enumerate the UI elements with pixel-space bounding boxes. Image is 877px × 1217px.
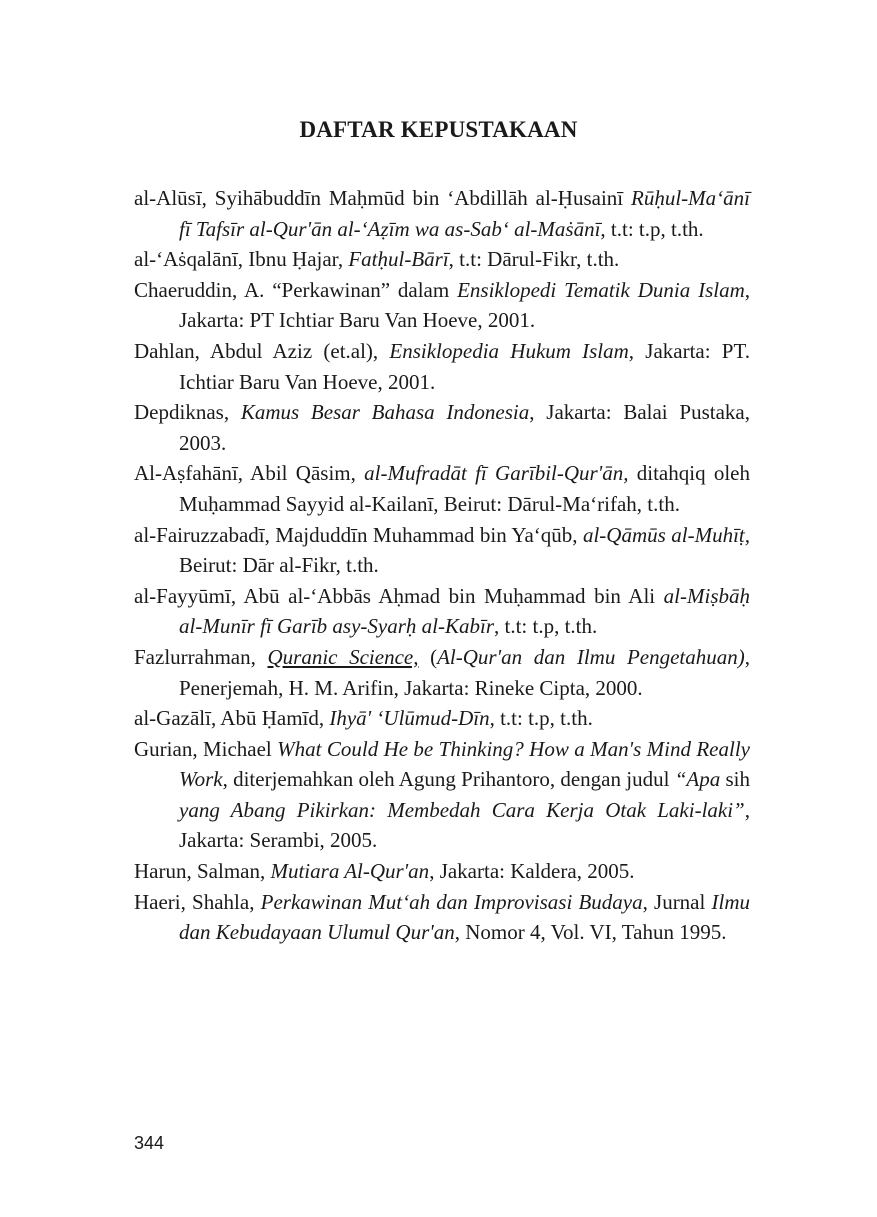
page-title: DAFTAR KEPUSTAKAAN bbox=[299, 117, 578, 142]
reference-text: , t.t: t.p, t.th. bbox=[494, 614, 598, 639]
reference-text: Al-Aṣfahānī, Abil Qāsim, bbox=[134, 461, 365, 486]
reference-entry bbox=[134, 458, 750, 519]
reference-text: al-Gazālī, Abū Ḥamīd, bbox=[134, 706, 330, 731]
reference-entry bbox=[134, 887, 750, 948]
reference-text: Beirut: Dār al-Fikr, t.th. bbox=[179, 553, 379, 578]
reference-title: yang Abang Pikirkan: Membedah Cara Kerja Otak Laki-laki” bbox=[179, 797, 745, 822]
reference-text: sih bbox=[720, 767, 750, 792]
reference-text: Gurian, Michael bbox=[134, 736, 278, 761]
reference-entry bbox=[134, 183, 750, 244]
reference-text: , Jakarta: PT Ichtiar Baru Van Hoeve, 2001. bbox=[179, 277, 750, 333]
reference-text: Depdiknas, bbox=[134, 400, 241, 425]
reference-entry bbox=[134, 581, 750, 642]
reference-entry bbox=[134, 642, 750, 703]
reference-entry bbox=[134, 703, 750, 734]
reference-text: , Jakarta: Serambi, 2005. bbox=[179, 797, 750, 853]
reference-text: Fazlurrahman, bbox=[134, 644, 268, 669]
reference-title: Quranic Science, bbox=[267, 644, 419, 669]
reference-title: al-Qāmūs al-Muhīṭ, bbox=[582, 522, 750, 547]
reference-title: al-Miṣbāḥ al-Munīr fī Garīb asy-Syarḥ al-Kabīr bbox=[179, 583, 750, 639]
reference-text: Jakarta: PT. Ichtiar Baru Van Hoeve, 2001. bbox=[179, 338, 750, 394]
reference-title: Al-Qur'an dan Ilmu Pengetahuan) bbox=[437, 644, 745, 669]
reference-text: , Jakarta: Balai Pustaka, 2003. bbox=[179, 400, 750, 455]
page-number: 344 bbox=[134, 1133, 165, 1153]
reference-title: “Apa bbox=[674, 767, 721, 792]
reference-text: , Penerjemah, H. M. Arifin, Jakarta: Rineke Cipta, 2000. bbox=[179, 644, 750, 700]
reference-text: ditahqiq oleh Muḥammad Sayyid al-Kailanī, Beirut: Dārul-Ma‘rifah, t.th. bbox=[179, 461, 751, 516]
reference-entry bbox=[134, 856, 750, 887]
reference-text: Harun, Salman, bbox=[134, 859, 271, 884]
reference-text: , Jurnal bbox=[642, 889, 712, 914]
reference-text: , t.t: t.p, t.th. bbox=[600, 216, 704, 241]
reference-list bbox=[134, 183, 750, 948]
reference-title: Perkawinan Mut‘ah dan Improvisasi Budaya bbox=[260, 889, 643, 914]
reference-entry bbox=[134, 397, 750, 458]
reference-text: , Jakarta: Kaldera, 2005. bbox=[429, 859, 635, 884]
reference-text: al-Fayyūmī, Abū al-‘Abbās Aḥmad bin Muḥammad bin Ali bbox=[134, 583, 664, 608]
reference-title: al-Mufradāt fī Garībil-Qur'ān, bbox=[364, 461, 629, 486]
reference-title: Ihyā' ‘Ulūmud-Dīn bbox=[329, 706, 490, 731]
reference-text: , t.t: t.p, t.th. bbox=[489, 706, 593, 731]
reference-title: What Could He be Thinking? How a Man's Mind Really Work bbox=[179, 736, 750, 792]
reference-title: Ensiklopedi Tematik Dunia Islam bbox=[457, 277, 745, 302]
reference-entry bbox=[134, 734, 750, 856]
reference-title: Rūḥul-Ma‘ānī fī Tafsīr al-Qur'ān al-‘Aẓīm wa as-Sab‘ al-Maṡānī bbox=[179, 186, 750, 241]
reference-entry bbox=[134, 244, 750, 275]
reference-text: al-Fairuzzabadī, Majduddīn Muhammad bin Ya‘qūb, bbox=[134, 522, 583, 547]
reference-text: al-‘Aṡqalānī, Ibnu Ḥajar, bbox=[134, 247, 349, 272]
reference-title: Kamus Besar Bahasa Indonesia bbox=[240, 400, 530, 425]
reference-title: Mutiara Al-Qur'an bbox=[270, 859, 430, 884]
reference-entry bbox=[134, 275, 750, 336]
reference-text: Haeri, Shahla, bbox=[134, 889, 261, 914]
reference-title: Fatḥul-Bārī bbox=[348, 247, 449, 272]
reference-title: Ensiklopedia Hukum Islam, bbox=[389, 338, 635, 363]
reference-entry bbox=[134, 520, 750, 581]
reference-text: ( bbox=[418, 644, 438, 669]
reference-text: , t.t: Dārul-Fikr, t.th. bbox=[448, 247, 620, 272]
reference-text: Dahlan, Abdul Aziz (et.al), bbox=[134, 338, 390, 363]
reference-text: al-Alūsī, Syihābuddīn Maḥmūd bin ‘Abdillāh al-Ḥusainī bbox=[134, 186, 632, 210]
reference-text: Chaeruddin, A. “Perkawinan” dalam bbox=[134, 277, 458, 302]
reference-title: Ilmu dan Kebudayaan Ulumul Qur'an bbox=[179, 889, 751, 945]
reference-text: , diterjemahkan oleh Agung Prihantoro, dengan judul bbox=[222, 767, 675, 792]
reference-entry bbox=[134, 336, 750, 397]
reference-text: , Nomor 4, Vol. VI, Tahun 1995. bbox=[454, 920, 727, 945]
